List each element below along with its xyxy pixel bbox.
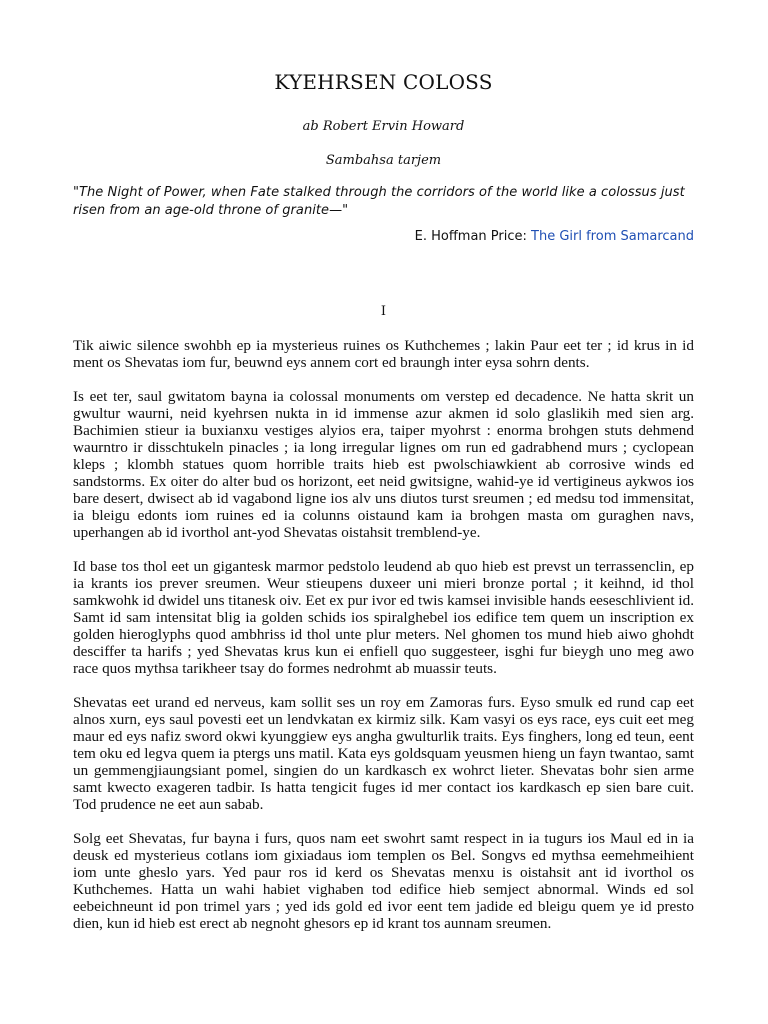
paragraph-2: Is eet ter, saul gwitatom bayna ia colossal monuments om verstep ed decadence. Ne hatta skrit un gwultur waurni, neid kyehrsen nukta in id immense azur akmen id solo glaslikih med sien arg. Bachimien stieur ia buxianxu vestiges alyios era, taiper myohrst : enorma brohgen stuts dehmend waurntro ir disschtukeln pinacles ; ia long irregular lignes om run ed gadrabhend murs ; cyclopean kleps ; klombh statues quom horrible traits hieb est pwolschiawkient ab corrosive winds ed sandstorms. Ex oiter do alter bud os horizont, eet neid gwitsigne, wahid-ye id vertigineus aykwos ios bare desert, dwisect ab id vagabond ligne ios alv uns diutos turst sreumen ; ed medsu tod immensitat, ia bleigu edonts iom ruines ed ia colunns oistaund kam ia brohgen masta om guraghen navs, uperhangen ab id ivorthol ant-yod Shevatas oistahsit tremblend-ye. bbox=[73, 388, 694, 541]
epigraph-author: E. Hoffman Price: bbox=[414, 229, 532, 244]
chapter-body bbox=[73, 337, 694, 949]
epigraph-quote: "The Night of Power, when Fate stalked through the corridors of the world like a colossus just risen from an age-old throne of granite—" bbox=[73, 185, 685, 218]
epigraph-attribution bbox=[73, 228, 694, 245]
document-title: KYEHRSEN COLOSS bbox=[274, 70, 493, 94]
paragraph-4: Shevatas eet urand ed nerveus, kam sollit ses un roy em Zamoras furs. Eyso smulk ed rund cap eet alnos xurn, eys saul povesti eet un lendvkatan ex kirmiz silk. Kam vasyi os eys race, eys cuit eet meg maur ed eys nafiz sword okwi kyunggiew eys angha gwulturlik traits. Eys finghers, long ed teun, eent tem oku ed legva quem ia ptergs uns matil. Kata eys goldsquam yeusmen hieng un fayn twantao, samt un gemmengjiaungsiant pomel, singien do un kardkasch ex wohrct lieter. Shevatas bohr sien arme samt kwecto exageren tadbir. Is hatta tengicit fuges id mer contact ios kardkasch ep sien bare cuit. Tod prudence ne eet aun sabab. bbox=[73, 694, 695, 813]
paragraph-1: Tik aiwic silence swohbh ep ia mysterieus ruines os Kuthchemes ; lakin Paur eet ter ; id krus in id ment os Shevatas iom fur, beuwnd eys annem cort ed braungh inter eysa sohrn dents. bbox=[73, 337, 694, 371]
author-byline: ab Robert Ervin Howard bbox=[302, 119, 465, 134]
paragraph-3: Id base tos thol eet un gigantesk marmor pedstolo leudend ab quo hieb est prevst un terrassenclin, ep ia krants ios prever sreumen. Weur stieupens duxeer uni mieri bronze portal ; it keihnd, id thol samkwohk id dwidel uns titanesk oiv. Eet ex pur ivor ed twis kamsei invisible hands eeseschlivient id. Samt id sam intensitat blig ia golden schids ios spiralghebel ios edifice tem quem un inscription ex golden hieroglyphs quod ambhriss id thol unte plur meters. Nel ghomen tos mund hieb aiwo ghohdt desciffer ta harifs ; yed Shevatas krus kun ei enfiell quo suggesteer, isghi fur bieygh uno meg awo race quos mythsa tarikheer tsay do formes nedrohmt ab muassir teuts. bbox=[73, 558, 694, 677]
epigraph-source-link[interactable]: The Girl from Samarcand bbox=[531, 229, 694, 244]
paragraph-5: Solg eet Shevatas, fur bayna i furs, quos nam eet swohrt samt respect in ia tugurs ios Maul ed in ia deusk ed mysterieus cotlans iom gixiadaus iom templen os Bel. Songvs ed mythsa eemehmeihient iom unte gheslo yars. Yed paur ros id kerd os Shevatas menxu is oistahsit ant id ivorthol os Kuthchemes. Hatta un wahi habiet vighaben tod edifice hieb semject abnormal. Winds ed sol eebeichneunt id pon trimel yars ; yed ids gold ed ivor eent tem jadide ed bleigu quem ye id presto dien, kun id hieb est erect ab negnoht ghesors ep id krant tos aunnam sreumen. bbox=[73, 830, 694, 932]
translation-note: Sambahsa tarjem bbox=[325, 153, 442, 168]
chapter-number: I bbox=[380, 304, 387, 319]
